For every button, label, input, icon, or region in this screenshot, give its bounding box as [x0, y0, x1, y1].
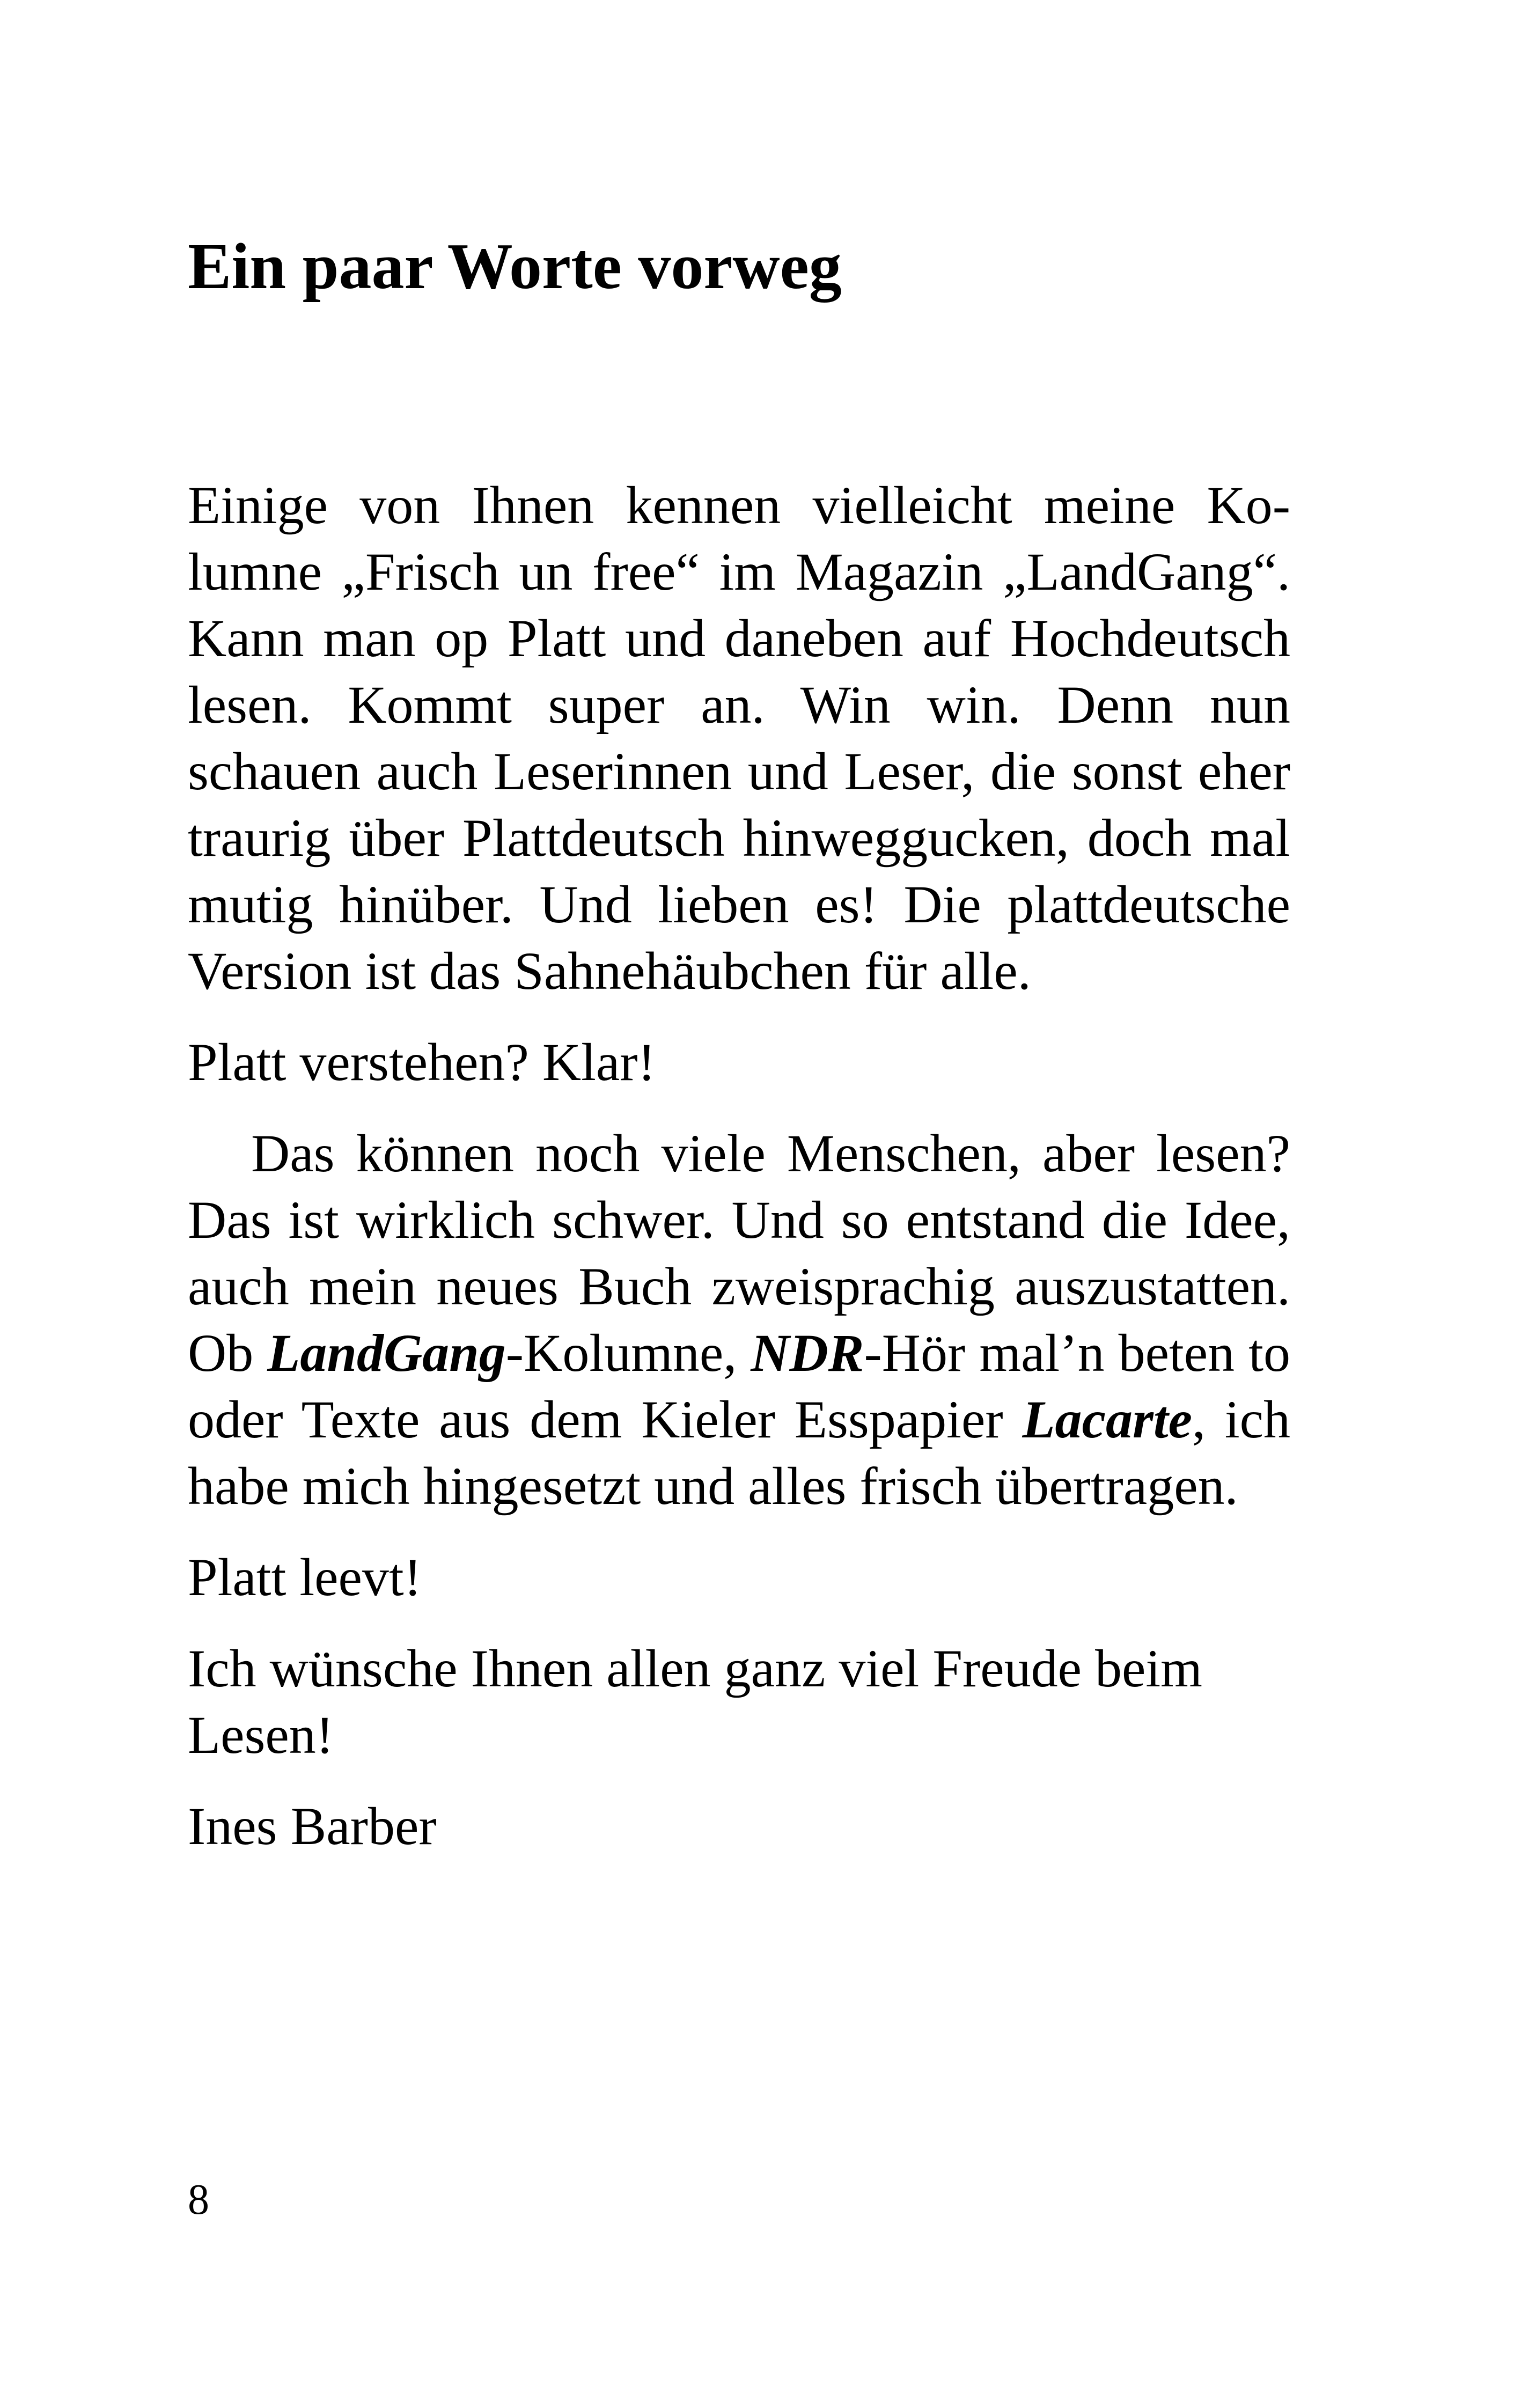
intro-paragraph: Einige von Ihnen kennen vielleicht meine Kolumne „Frisch un free“ im Magazin „LandGang“. Kann man op Platt und daneben auf Hochdeutsch lesen. Kommt super an. Win win. Denn nun schauen auch Leserinnen und Leser, die sonst eher traurig über Plattdeutsch hinweggucken, doch mal mutig hinüber. Und lieben es! Die plattdeutsche Version ist das Sahnehäubchen für alle.	[188, 475, 1290, 1001]
landgang-emphasis: LandGang	[267, 1323, 506, 1383]
paragraph-text: , ich habe mich hingesetzt und alles frisch übertragen.	[188, 1390, 1291, 1516]
paragraph-text: -Hör mal’n beten to oder Texte aus dem Kieler Esspapier	[188, 1323, 1290, 1449]
body-text	[188, 472, 1290, 1860]
ndr-emphasis: NDR	[751, 1323, 864, 1383]
closing-wish-paragraph: Ich wünsche Ihnen allen ganz viel Freude beim Lesen!	[188, 1639, 1202, 1765]
lacarte-emphasis: Lacarte	[1022, 1390, 1193, 1449]
platt-leevt-paragraph: Platt leevt!	[188, 1547, 422, 1607]
platt-understand-paragraph: Platt verstehen? Klar!	[188, 1032, 656, 1092]
bilingual-book-paragraph	[188, 1120, 1290, 1519]
paragraph-text: Das können noch viele Menschen, aber lesen? Das ist wirklich schwer. Und so entstand die Idee, auch mein neues Buch zweisprachig auszustatten. Ob	[188, 1124, 1290, 1383]
page-number: 8	[188, 2176, 209, 2223]
paragraph-text: -Kolumne,	[505, 1323, 751, 1383]
page-title: Ein paar Worte vorweg	[188, 230, 842, 303]
author-signature: Ines Barber	[188, 1796, 437, 1856]
